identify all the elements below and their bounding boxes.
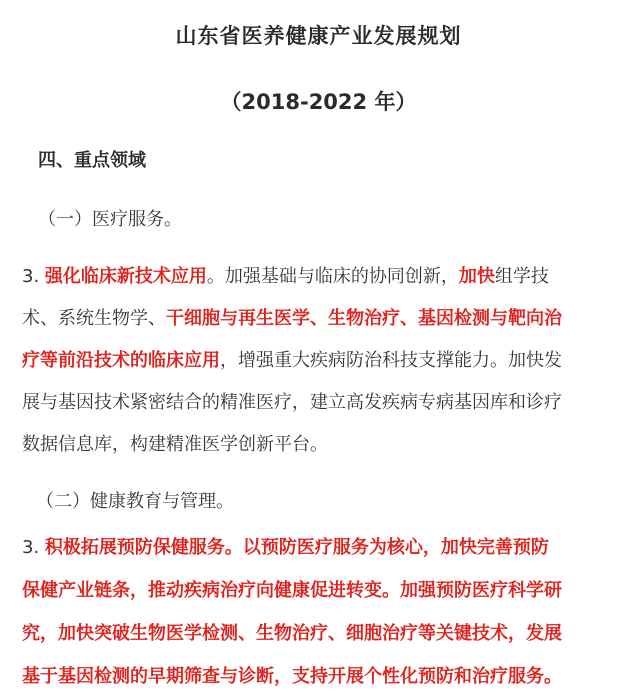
paragraph-line [22,569,622,612]
paragraph-medical-services [22,256,622,466]
document-title: 山东省医养健康产业发展规划 [175,24,462,48]
subsection-heading-medical: （一）医疗服务。 [38,209,182,230]
paragraph-line [22,298,622,340]
highlighted-text: 加快 [458,266,495,287]
highlighted-text: 积极拓展预防保健服务。以预防医疗服务为核心，加快完善预防 [44,537,549,558]
paragraph-health-education [22,526,622,698]
highlighted-text: 基于基因检测的早期筛查与诊断，支持开展个性化预防和治疗服务。 [22,666,562,687]
paragraph-line [22,526,622,569]
paragraph-line [22,655,622,698]
item-number: 3. [22,266,45,287]
highlighted-text: 强化临床新技术应用 [44,266,207,287]
paragraph-line [22,340,622,382]
subsection-heading-health-education: （二）健康教育与管理。 [36,491,234,512]
highlighted-text: 保健产业链条，推动疾病治疗向健康促进转变。加强预防医疗科学研 [22,580,562,601]
body-text: 数据信息库，构建精准医学创新平台。 [22,434,328,455]
body-text: 组学技 [494,266,549,287]
body-text: 。加强基础与临床的协同创新， [206,266,459,287]
highlighted-text: 究，加快突破生物医学检测、生物治疗、细胞治疗等关键技术，发展 [22,623,562,644]
body-text: 术、系统生物学、 [22,308,166,329]
paragraph-line [22,382,622,424]
paragraph-line [22,424,622,466]
item-number: 3. [22,537,45,558]
document-subtitle: （2018-2022 年） [220,90,417,114]
paragraph-line [22,256,622,298]
highlighted-text: 干细胞与再生医学、生物治疗、基因检测与靶向治 [166,308,562,329]
highlighted-text: 疗等前沿技术的临床应用 [22,350,220,371]
body-text: 展与基因技术紧密结合的精准医疗，建立高发疾病专病基因库和诊疗 [22,392,562,413]
section-heading: 四、重点领域 [38,150,146,171]
body-text: ，增强重大疾病防治科技支撑能力。加快发 [220,350,562,371]
paragraph-line [22,612,622,655]
